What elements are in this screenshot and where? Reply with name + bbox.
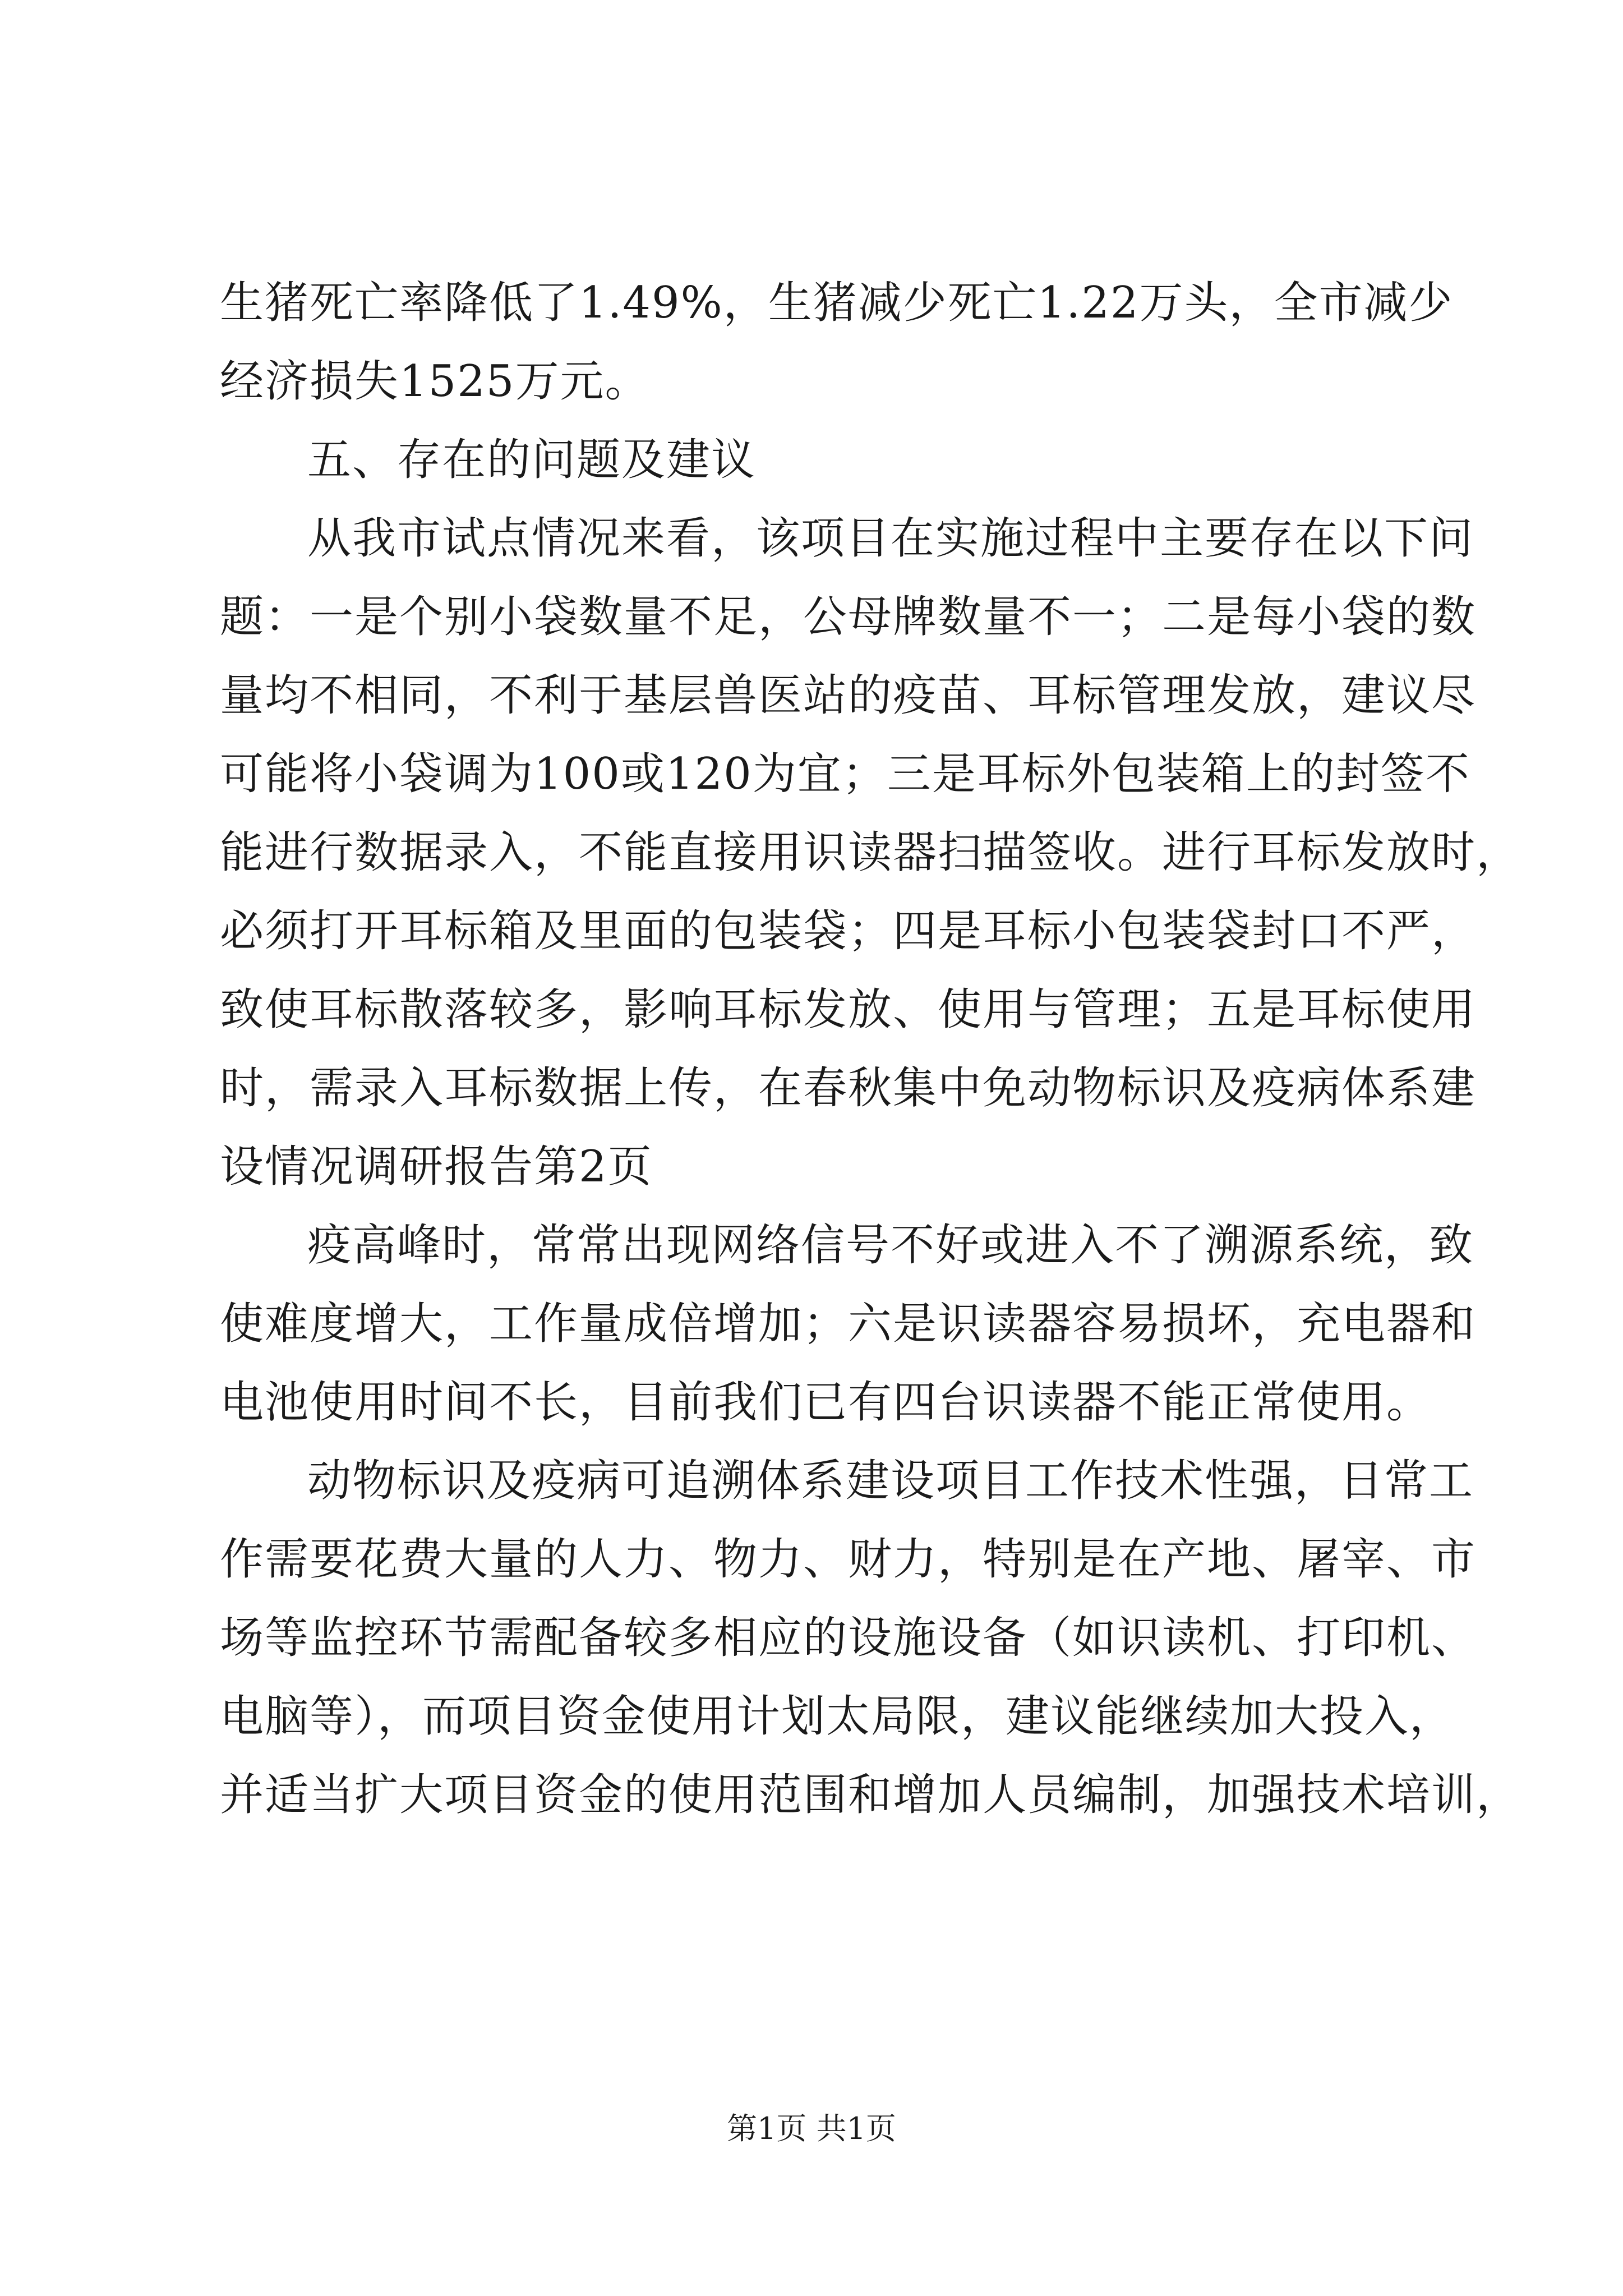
text-line: 电池使用时间不长，目前我们已有四台识读器不能正常使用。	[220, 1377, 1432, 1428]
text-line: 必须打开耳标箱及里面的包装袋；四是耳标小包装袋封口不严，	[220, 906, 1477, 956]
page-footer: 第1页 共1页	[727, 2111, 896, 2146]
text-line: 五、存在的问题及建议	[307, 435, 757, 485]
text-line: 设情况调研报告第2页	[220, 1142, 653, 1192]
document-body	[220, 264, 1521, 1834]
text-line: 经济损失1525万元。	[220, 356, 650, 407]
text-line: 动物标识及疫病可追溯体系建设项目工作技术性强，日常工	[307, 1456, 1474, 1506]
text-line: 能进行数据录入，不能直接用识读器扫描签收。进行耳标发放时，	[220, 827, 1521, 878]
text-line: 时，需录入耳标数据上传，在春秋集中免动物标识及疫病体系建	[220, 1063, 1477, 1114]
text-line: 题：一是个别小袋数量不足，公母牌数量不一；二是每小袋的数	[220, 592, 1477, 642]
text-line: 并适当扩大项目资金的使用范围和增加人员编制，加强技术培训，	[220, 1770, 1521, 1820]
text-line: 作需要花费大量的人力、物力、财力，特别是在产地、屠宰、市	[220, 1534, 1477, 1585]
text-line: 致使耳标散落较多，影响耳标发放、使用与管理；五是耳标使用	[220, 984, 1477, 1035]
text-line: 疫高峰时，常常出现网络信号不好或进入不了溯源系统，致	[307, 1220, 1474, 1271]
text-line: 生猪死亡率降低了1.49%，生猪减少死亡1.22万头，全市减少	[220, 278, 1454, 328]
text-line: 使难度增大，工作量成倍增加；六是识读器容易损坏，充电器和	[220, 1299, 1477, 1349]
text-line: 从我市试点情况来看，该项目在实施过程中主要存在以下问	[307, 513, 1474, 564]
text-line: 可能将小袋调为100或120为宜；三是耳标外包装箱上的封签不	[220, 749, 1470, 799]
text-line: 量均不相同，不利于基层兽医站的疫苗、耳标管理发放，建议尽	[220, 670, 1477, 721]
text-line: 电脑等），而项目资金使用计划太局限，建议能继续加大投入，	[220, 1691, 1455, 1742]
text-line: 场等监控环节需配备较多相应的设施设备（如识读机、打印机、	[220, 1613, 1477, 1663]
